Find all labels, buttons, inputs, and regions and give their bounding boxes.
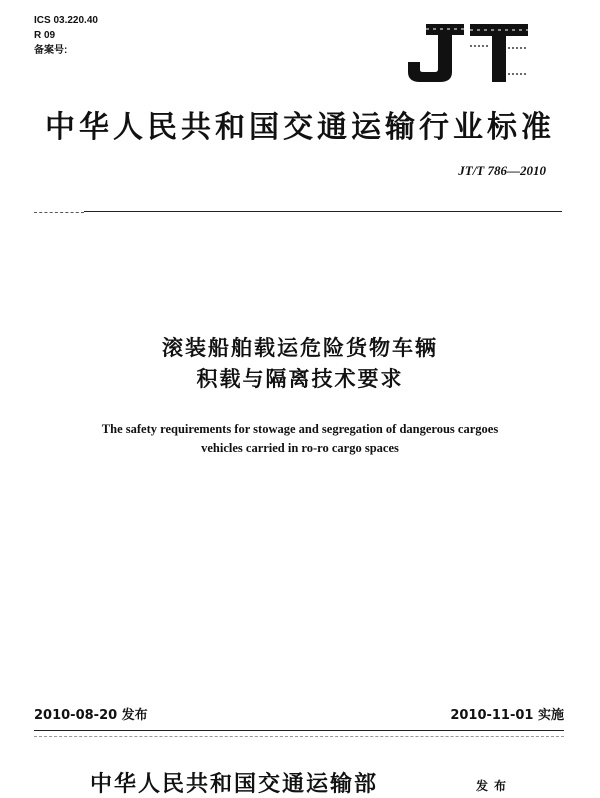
- issue-word: 发布: [476, 779, 513, 793]
- title-zh-line-2: 积载与隔离技术要求: [196, 367, 404, 391]
- title-zh-line-1: 滚装船舶载运危险货物车辆: [162, 336, 438, 360]
- bottom-divider: [34, 730, 564, 731]
- publish-date: 2010-08-20 发布: [34, 708, 148, 723]
- top-divider: [84, 211, 562, 212]
- org-title: 中华人民共和国交通运输行业标准: [45, 110, 555, 145]
- issuer-name: 中华人民共和国交通运输部: [90, 771, 379, 797]
- title-en-line-1: The safety requirements for stowage and segregation of dangerous cargoes: [101, 422, 499, 436]
- record-number-label: 备案号:: [34, 45, 68, 56]
- category-code: R 09: [34, 30, 56, 41]
- standard-code: JT/T 786—2010: [458, 163, 546, 178]
- bottom-divider-shadow: [34, 736, 564, 737]
- implement-date: 2010-11-01 实施: [450, 708, 564, 723]
- jt-logo: [404, 22, 532, 84]
- divider-dotted-segment: [34, 212, 84, 213]
- title-en-line-2: vehicles carried in ro-ro cargo spaces: [201, 441, 399, 455]
- ics-code: ICS 03.220.40: [34, 15, 98, 26]
